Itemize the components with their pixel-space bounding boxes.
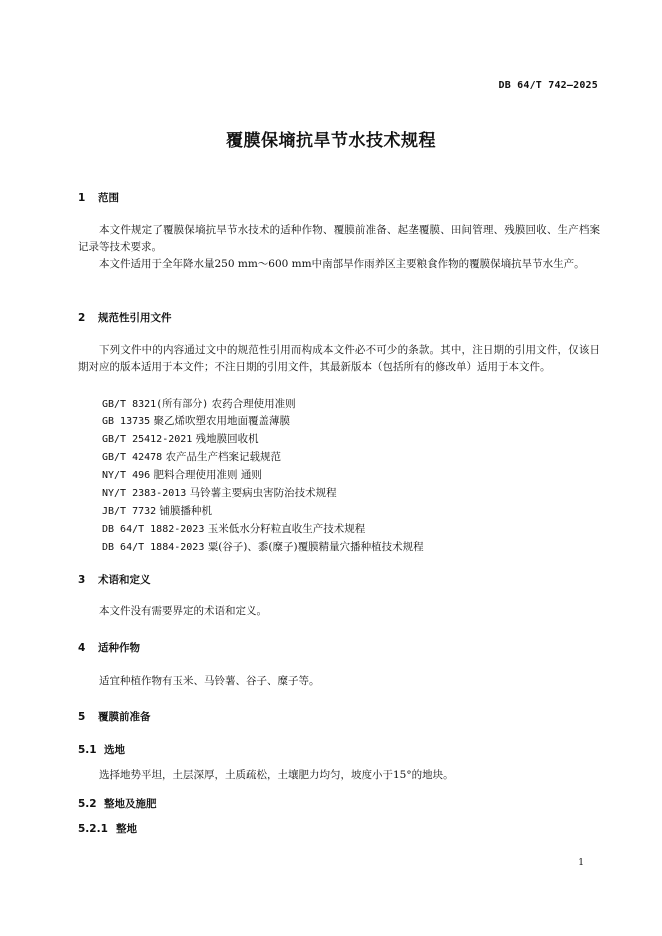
reference-name: 聚乙烯吹塑农用地面覆盖薄膜 (153, 415, 291, 427)
section-number: 5.1 (78, 744, 97, 756)
section-title: 选地 (104, 744, 125, 756)
reference-code: GB/T 42478 (102, 452, 163, 463)
reference-item (102, 467, 262, 482)
section-title: 覆膜前准备 (98, 711, 151, 723)
section-5-1-paragraph-1: 选择地势平坦，土层深厚，土质疏松，土壤肥力均匀，坡度小于15°的地块。 (99, 769, 454, 781)
reference-code: JB/T 7732 (102, 506, 157, 517)
reference-item (102, 485, 337, 500)
section-2-paragraph-1: 下列文件中的内容通过文中的规范性引用而构成本文件必不可少的条款。其中，注日期的引用文件，仅该日期对应的版本适用于本文件；不注日期的引用文件，其最新版本（包括所有的修改单）适用于本文件。 (78, 344, 600, 373)
reference-name: 粟(谷子)、黍(糜子)覆膜精量穴播种植技术规程 (207, 541, 424, 553)
reference-code: NY/T 496 (102, 470, 151, 481)
reference-code: DB 64/T 1884-2023 (102, 542, 205, 553)
section-number: 5.2 (78, 798, 97, 810)
section-1-paragraph-2: 本文件适用于全年降水量250 mm～600 mm中南部旱作雨养区主要粮食作物的覆膜保墒抗旱节水生产。 (99, 258, 585, 270)
section-5-2-heading (78, 796, 157, 811)
section-4-heading (78, 640, 140, 655)
reference-name: 马铃薯主要病虫害防治技术规程 (189, 487, 337, 499)
reference-name: 残地膜回收机 (195, 433, 259, 445)
section-title: 范围 (98, 192, 119, 204)
section-number: 4 (78, 642, 86, 654)
reference-item (102, 449, 281, 464)
reference-name: 肥料合理使用准则 通则 (153, 469, 262, 481)
reference-item (102, 431, 259, 446)
reference-item (102, 539, 424, 554)
section-title: 术语和定义 (98, 574, 151, 586)
reference-code: DB 64/T 1882-2023 (102, 524, 205, 535)
section-title: 整地及施肥 (104, 798, 157, 810)
section-title: 整地 (116, 823, 137, 835)
section-title: 适种作物 (98, 642, 140, 654)
page-number: 1 (578, 858, 584, 868)
section-title: 规范性引用文件 (98, 312, 172, 324)
reference-name: 农药合理使用准则 (211, 398, 296, 410)
reference-item (102, 503, 212, 518)
section-5-1-heading (78, 742, 125, 757)
reference-code: GB/T 25412-2021 (102, 434, 193, 445)
reference-name: 铺膜播种机 (159, 505, 213, 517)
section-number: 5 (78, 711, 86, 723)
section-2-heading (78, 310, 172, 325)
section-number: 3 (78, 574, 86, 586)
section-1-paragraph-1: 本文件规定了覆膜保墒抗旱节水技术的适种作物、覆膜前准备、起垄覆膜、田间管理、残膜回收、生产档案记录等技术要求。 (78, 224, 600, 253)
section-number: 2 (78, 312, 86, 324)
reference-item (102, 413, 290, 428)
section-number: 5.2.1 (78, 823, 108, 835)
section-5-heading (78, 709, 151, 724)
reference-code: GB/T 8321(所有部分) (102, 399, 209, 410)
reference-code: GB 13735 (102, 416, 151, 427)
standard-id: DB 64/T 742—2025 (498, 80, 598, 91)
section-3-heading (78, 572, 151, 587)
reference-name: 玉米低水分籽粒直收生产技术规程 (207, 523, 366, 535)
section-number: 1 (78, 192, 86, 204)
document-title: 覆膜保墒抗旱节水技术规程 (226, 131, 436, 151)
section-5-2-1-heading (78, 821, 137, 836)
section-4-paragraph-1: 适宜种植作物有玉米、马铃薯、谷子、糜子等。 (99, 675, 320, 687)
reference-item (102, 521, 365, 536)
reference-name: 农产品生产档案记载规范 (165, 451, 282, 463)
reference-item (102, 395, 296, 411)
section-1-heading (78, 190, 119, 205)
section-3-paragraph-1: 本文件没有需要界定的术语和定义。 (99, 605, 267, 617)
reference-code: NY/T 2383-2013 (102, 488, 187, 499)
